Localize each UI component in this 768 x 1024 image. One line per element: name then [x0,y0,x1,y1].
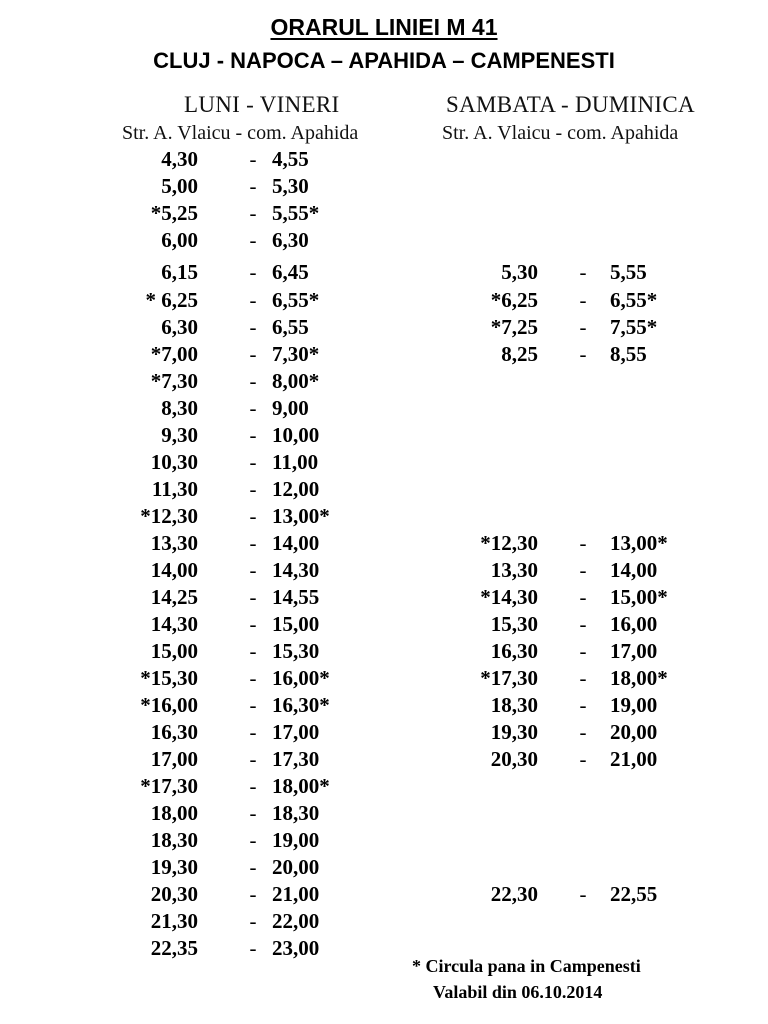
weekend-row-separator: - [579,747,587,771]
weekday-row-departure: 14,25 [150,585,198,609]
weekend-row-separator: - [579,639,587,663]
weekday-row-arrival: 6,55 [272,315,309,339]
weekday-row-arrival: 8,00* [272,369,320,393]
weekday-row-separator: - [249,315,257,339]
weekday-row-separator: - [249,666,257,690]
weekday-row-departure: * 6,25 [145,288,198,312]
weekday-row-arrival: 10,00 [272,423,320,447]
weekend-row-arrival: 19,00 [610,693,658,717]
weekday-row-arrival: 14,00 [272,531,320,555]
weekday-row-separator: - [249,288,257,312]
page-title: ORARUL LINIEI M 41 [270,14,498,40]
weekday-row-arrival: 6,55* [272,288,320,312]
weekend-row-arrival: 15,00* [610,585,668,609]
weekend-row-arrival: 5,55 [610,260,647,284]
weekend-row-departure: *6,25 [490,288,538,312]
weekday-row-arrival: 23,00 [272,936,320,960]
weekend-row-separator: - [579,720,587,744]
weekday-row-departure: 14,30 [150,612,198,636]
weekday-row-arrival: 5,55* [272,201,320,225]
weekday-row-departure: 10,30 [150,450,198,474]
weekday-row-separator: - [249,720,257,744]
weekend-row-departure: *7,25 [490,315,538,339]
route-subtitle: CLUJ - NAPOCA – APAHIDA – CAMPENESTI [153,48,615,73]
weekend-row-arrival: 7,55* [610,315,658,339]
weekday-row-departure: 14,00 [150,558,198,582]
weekday-route-label: Str. A. Vlaicu - com. Apahida [122,122,359,144]
weekend-row-separator: - [579,612,587,636]
weekday-row-arrival: 14,55 [272,585,320,609]
weekend-row-arrival: 20,00 [610,720,658,744]
weekday-row-arrival: 21,00 [272,882,320,906]
weekday-row-separator: - [249,801,257,825]
weekday-row-departure: 18,30 [150,828,198,852]
weekday-row-arrival: 15,00 [272,612,320,636]
weekday-row-arrival: 11,00 [272,450,319,474]
weekday-row-departure: 18,00 [150,801,198,825]
weekend-row-arrival: 14,00 [610,558,658,582]
weekday-row-separator: - [249,882,257,906]
weekday-row-separator: - [249,201,257,225]
weekday-row-separator: - [249,450,257,474]
weekday-row-departure: 15,00 [150,639,198,663]
weekday-row-departure: *12,30 [140,504,198,528]
weekday-row-departure: *7,00 [150,342,198,366]
weekend-row-separator: - [579,558,587,582]
weekday-row-departure: *7,30 [150,369,198,393]
weekday-row-arrival: 20,00 [272,855,320,879]
weekday-row-separator: - [249,228,257,252]
weekend-row-arrival: 18,00* [610,666,668,690]
weekend-row-separator: - [579,315,587,339]
weekend-row-departure: 18,30 [490,693,538,717]
weekend-row-separator: - [579,260,587,284]
weekday-row-departure: 16,30 [150,720,198,744]
weekend-row-separator: - [579,531,587,555]
weekend-row-departure: 16,30 [490,639,538,663]
weekend-row-departure: 22,30 [490,882,538,906]
weekday-row-arrival: 17,00 [272,720,320,744]
weekend-row-arrival: 21,00 [610,747,658,771]
weekend-row-separator: - [579,693,587,717]
weekday-row-arrival: 18,30 [272,801,320,825]
weekend-row-arrival: 8,55 [610,342,647,366]
weekday-row-departure: 6,15 [161,260,198,284]
weekend-row-departure: *17,30 [480,666,538,690]
weekend-row-separator: - [579,342,587,366]
weekday-row-separator: - [249,260,257,284]
weekday-row-separator: - [249,639,257,663]
weekend-row-separator: - [579,882,587,906]
weekday-row-separator: - [249,774,257,798]
weekday-row-departure: 11,30 [151,477,198,501]
weekday-row-departure: *15,30 [140,666,198,690]
weekday-row-arrival: 6,30 [272,228,309,252]
weekday-row-arrival: 12,00 [272,477,320,501]
weekend-row-separator: - [579,666,587,690]
weekday-row-arrival: 16,30* [272,693,330,717]
weekday-row-departure: 5,00 [161,174,198,198]
weekday-row-separator: - [249,855,257,879]
weekday-row-separator: - [249,342,257,366]
weekday-row-arrival: 16,00* [272,666,330,690]
weekday-row-arrival: 13,00* [272,504,330,528]
weekday-row-arrival: 4,55 [272,147,309,171]
weekday-row-separator: - [249,693,257,717]
weekday-row-separator: - [249,585,257,609]
weekend-row-arrival: 13,00* [610,531,668,555]
weekday-row-departure: 6,30 [161,315,198,339]
weekend-row-arrival: 17,00 [610,639,658,663]
weekday-row-separator: - [249,936,257,960]
weekend-row-departure: *12,30 [480,531,538,555]
weekday-row-separator: - [249,504,257,528]
weekday-row-separator: - [249,423,257,447]
footnote-asterisk-note: * Circula pana in Campenesti [412,956,641,976]
weekday-row-separator: - [249,828,257,852]
weekday-row-departure: 6,00 [161,228,198,252]
weekday-row-arrival: 22,00 [272,909,320,933]
footnote-validity: Valabil din 06.10.2014 [433,982,603,1002]
weekday-row-departure: 8,30 [161,396,198,420]
weekday-row-departure: *5,25 [150,201,198,225]
weekend-row-separator: - [579,585,587,609]
weekday-row-departure: *16,00 [140,693,198,717]
weekday-row-arrival: 14,30 [272,558,320,582]
weekday-row-arrival: 9,00 [272,396,309,420]
weekday-heading: LUNI - VINERI [184,92,340,117]
weekday-row-arrival: 19,00 [272,828,320,852]
weekday-row-separator: - [249,369,257,393]
weekend-row-departure: 5,30 [501,260,538,284]
weekday-row-departure: 9,30 [161,423,198,447]
weekday-row-separator: - [249,747,257,771]
weekday-row-departure: 21,30 [150,909,198,933]
weekend-row-departure: 13,30 [490,558,538,582]
weekend-row-arrival: 16,00 [610,612,658,636]
weekend-row-departure: 20,30 [490,747,538,771]
weekday-row-departure: 17,00 [150,747,198,771]
weekend-route-label: Str. A. Vlaicu - com. Apahida [442,122,679,144]
weekend-heading: SAMBATA - DUMINICA [446,92,695,117]
weekday-row-departure: 22,35 [150,936,198,960]
weekday-row-arrival: 15,30 [272,639,320,663]
weekend-row-departure: 19,30 [490,720,538,744]
weekday-row-separator: - [249,612,257,636]
weekend-row-arrival: 22,55 [610,882,658,906]
weekday-row-separator: - [249,396,257,420]
weekday-row-separator: - [249,174,257,198]
weekend-row-departure: *14,30 [480,585,538,609]
weekend-row-arrival: 6,55* [610,288,658,312]
weekday-row-arrival: 6,45 [272,260,309,284]
weekday-row-separator: - [249,147,257,171]
weekday-row-departure: 4,30 [161,147,198,171]
weekday-row-arrival: 5,30 [272,174,309,198]
weekday-row-separator: - [249,909,257,933]
weekend-row-departure: 15,30 [490,612,538,636]
weekday-row-separator: - [249,531,257,555]
weekday-row-arrival: 17,30 [272,747,320,771]
weekday-row-arrival: 7,30* [272,342,320,366]
weekday-row-departure: 19,30 [150,855,198,879]
weekend-row-separator: - [579,288,587,312]
weekend-row-departure: 8,25 [501,342,538,366]
weekday-row-departure: *17,30 [140,774,198,798]
weekday-row-arrival: 18,00* [272,774,330,798]
weekday-row-separator: - [249,477,257,501]
weekday-row-departure: 20,30 [150,882,198,906]
weekday-row-departure: 13,30 [150,531,198,555]
weekday-row-separator: - [249,558,257,582]
